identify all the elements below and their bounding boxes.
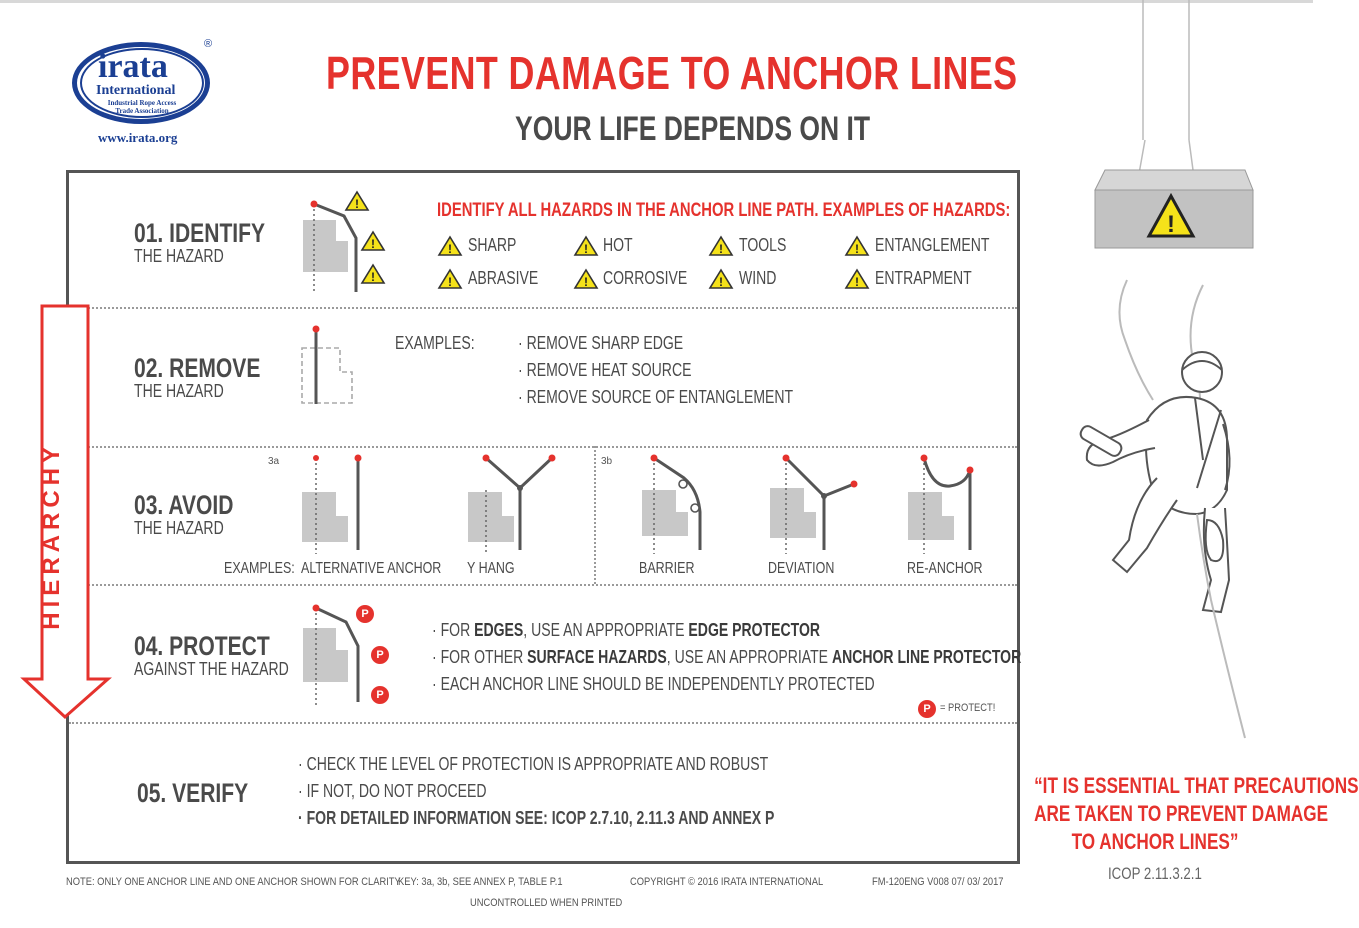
warning-icon (708, 268, 734, 290)
caption-y-hang: Y HANG (467, 560, 515, 577)
hazard-label: SHARP (468, 235, 517, 255)
re-anchor-diagram (902, 450, 982, 560)
hazard-label: TOOLS (739, 235, 787, 255)
remove-diagram (296, 322, 366, 412)
warning-icon (573, 235, 599, 257)
footer-copyright: COPYRIGHT © 2016 IRATA INTERNATIONAL (630, 876, 824, 888)
step-avoid-heading: 03. AVOID (134, 490, 234, 520)
warning-icon (437, 268, 463, 290)
step-identify-heading: 01. IDENTIFY (134, 218, 266, 248)
step-remove-sub: THE HAZARD (134, 381, 224, 401)
key-3a: 3a (268, 456, 280, 467)
key-3b: 3b (601, 456, 613, 467)
svg-text:!: ! (371, 270, 375, 284)
rope-access-illustration (1085, 0, 1305, 740)
footer-key: KEY: 3a, 3b, SEE ANNEX P, TABLE P.1 (398, 876, 563, 888)
row-divider (69, 722, 1017, 724)
protect-legend-badge: P (918, 699, 936, 718)
hazard-item (708, 235, 734, 257)
caption-alternative-anchor: ALTERNATIVE ANCHOR (301, 560, 442, 577)
hazard-item (573, 235, 599, 257)
hazard-label: WIND (739, 268, 777, 288)
column-divider (594, 446, 596, 584)
row-divider (69, 584, 1017, 586)
remove-examples-label: EXAMPLES: (395, 333, 475, 353)
verify-item: · CHECK THE LEVEL OF PROTECTION IS APPROPRIATE AND ROBUST (298, 754, 769, 774)
warning-icon (708, 235, 734, 257)
identify-headline: IDENTIFY ALL HAZARDS IN THE ANCHOR LINE PATH. EXAMPLES OF HAZARDS: (437, 200, 1011, 221)
verify-item-bold: · FOR DETAILED INFORMATION SEE: ICOP 2.7.10, 2.11.3 AND ANNEX P (298, 808, 775, 828)
quote-reference: ICOP 2.11.3.2.1 (1108, 864, 1202, 883)
footer-code: FM-120ENG V008 07/ 03/ 2017 (872, 876, 1004, 888)
step-protect-sub: AGAINST THE HAZARD (134, 659, 289, 679)
quote-line: “IT IS ESSENTIAL THAT PRECAUTIONS (1034, 773, 1359, 798)
protect-line-1: · FOR EDGES, USE AN APPROPRIATE EDGE PROTECTOR (432, 620, 821, 640)
hazard-label: ENTRAPMENT (875, 268, 972, 288)
footer-uncontrolled: UNCONTROLLED WHEN PRINTED (470, 897, 623, 909)
step-verify-heading: 05. VERIFY (137, 778, 249, 808)
step-identify-sub: THE HAZARD (134, 246, 224, 266)
warning-icon (344, 190, 370, 212)
hazard-label: HOT (603, 235, 633, 255)
avoid-examples-label: EXAMPLES: (224, 560, 295, 577)
svg-text:!: ! (584, 275, 588, 289)
footer-note: NOTE: ONLY ONE ANCHOR LINE AND ONE ANCHOR SHOWN FOR CLARITY (66, 876, 401, 888)
hierarchy-label: HIERARCHY (38, 442, 65, 630)
svg-text:!: ! (855, 275, 859, 289)
caption-deviation: DEVIATION (768, 560, 835, 577)
deviation-diagram (764, 450, 864, 560)
barrier-diagram (636, 450, 716, 560)
page-title: PREVENT DAMAGE TO ANCHOR LINES (326, 47, 1018, 99)
caption-re-anchor: RE-ANCHOR (907, 560, 983, 577)
page-subtitle: YOUR LIFE DEPENDS ON IT (515, 110, 871, 148)
warning-icon (844, 268, 870, 290)
svg-text:!: ! (448, 275, 452, 289)
protect-line-2: · FOR OTHER SURFACE HAZARDS, USE AN APPROPRIATE ANCHOR LINE PROTECTOR (432, 647, 1022, 667)
protect-line-3: · EACH ANCHOR LINE SHOULD BE INDEPENDENTLY PROTECTED (432, 674, 875, 694)
hazard-label: ENTANGLEMENT (875, 235, 990, 255)
step-remove-heading: 02. REMOVE (134, 353, 261, 383)
logo-wordmark: irata (98, 48, 168, 85)
hazard-label: CORROSIVE (603, 268, 688, 288)
protect-badge: P (371, 685, 389, 704)
row-divider (69, 446, 1017, 448)
hazard-item (573, 268, 599, 290)
logo-url: www.irata.org (98, 130, 178, 145)
logo-association: Industrial Rope Access Trade Association (107, 99, 177, 115)
warning-icon (360, 230, 386, 252)
hazard-item (844, 268, 870, 290)
remove-item: · REMOVE SOURCE OF ENTANGLEMENT (518, 387, 794, 407)
remove-item: · REMOVE SHARP EDGE (518, 333, 684, 353)
svg-text:!: ! (448, 242, 452, 256)
protect-legend: = PROTECT! (940, 702, 996, 714)
hazard-label: ABRASIVE (468, 268, 539, 288)
warning-icon (360, 263, 386, 285)
svg-text:!: ! (719, 275, 723, 289)
quote-line: ARE TAKEN TO PREVENT DAMAGE (1034, 801, 1329, 826)
warning-icon (437, 235, 463, 257)
verify-item: · IF NOT, DO NOT PROCEED (298, 781, 487, 801)
alternative-anchor-diagram (296, 450, 376, 560)
svg-text:!: ! (719, 242, 723, 256)
hazard-item (844, 235, 870, 257)
warning-icon (573, 268, 599, 290)
logo-international: International (96, 83, 176, 98)
svg-text:!: ! (855, 242, 859, 256)
y-hang-diagram (462, 450, 562, 560)
hazard-item (437, 268, 463, 290)
protect-badge: P (356, 604, 374, 623)
remove-item: · REMOVE HEAT SOURCE (518, 360, 692, 380)
quote-block (1034, 772, 1359, 856)
svg-text:!: ! (584, 242, 588, 256)
svg-text:!: ! (1167, 211, 1175, 238)
svg-text:!: ! (355, 197, 359, 211)
step-protect-heading: 04. PROTECT (134, 631, 270, 661)
caption-barrier: BARRIER (639, 560, 695, 577)
warning-icon (844, 235, 870, 257)
svg-text:!: ! (371, 237, 375, 251)
quote-line: TO ANCHOR LINES” (1071, 829, 1239, 854)
row-divider (69, 307, 1017, 309)
hazard-item (437, 235, 463, 257)
step-avoid-sub: THE HAZARD (134, 518, 224, 538)
registered-mark: ® (204, 38, 213, 50)
protect-badge: P (371, 645, 389, 664)
hazard-item (708, 268, 734, 290)
